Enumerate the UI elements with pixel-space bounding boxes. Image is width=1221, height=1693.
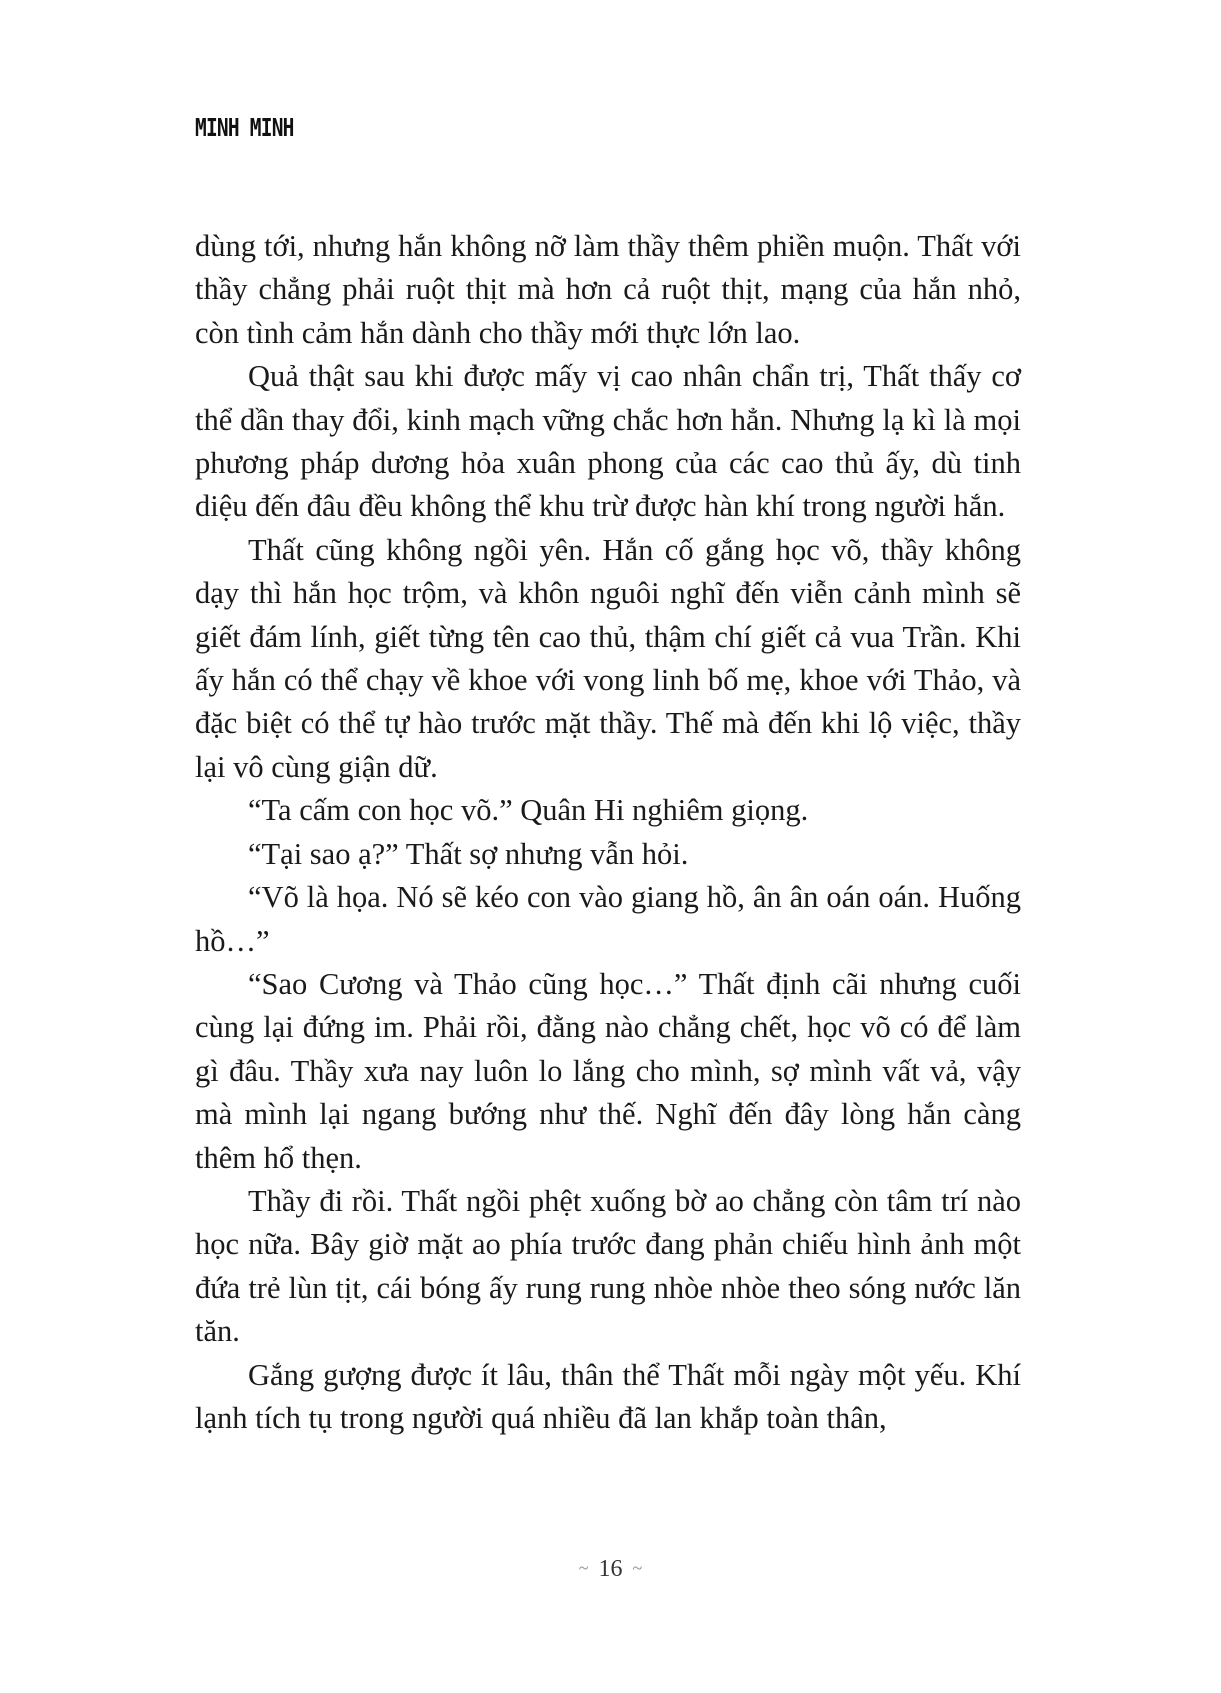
folio-left-ornament-icon: ~ (578, 1558, 589, 1578)
dialogue-paragraph: “Tại sao ạ?” Thất sợ nhưng vẫn hỏi. (248, 836, 689, 871)
dialogue-paragraph: “Sao Cương và Thảo cũng học…” Thất định cãi nhưng cuối cùng lại đứng im. Phải rồi, đằng nào chẳng chết, học võ có để làm gì đâu. Thầy xưa nay luôn lo lắng cho mình, sợ mình vất vả, vậy mà mình lại ngang bướng như thế. Nghĩ đến đây lòng hắn càng thêm hổ thẹn. (195, 966, 1021, 1175)
body-text (195, 225, 1021, 1440)
paragraph-continuation: dùng tới, nhưng hắn không nỡ làm thầy thêm phiền muộn. Thất với thầy chẳng phải ruột thịt mà hơn cả ruột thịt, mạng của hắn nhỏ, còn tình cảm hắn dành cho thầy mới thực lớn lao. (195, 229, 1021, 350)
page-number: 16 (598, 1556, 623, 1582)
running-head-author: MINH MINH (195, 113, 294, 142)
paragraph: Gắng gượng được ít lâu, thân thể Thất mỗi ngày một yếu. Khí lạnh tích tụ trong người quá nhiều đã lan khắp toàn thân, (195, 1357, 1021, 1435)
paragraph: Quả thật sau khi được mấy vị cao nhân chẩn trị, Thất thấy cơ thể dần thay đổi, kinh mạch vững chắc hơn hẳn. Nhưng lạ kì là mọi phương pháp dương hỏa xuân phong của các cao thủ ấy, dù tinh diệu đến đâu đều không thể khu trừ được hàn khí trong người hắn. (195, 359, 1021, 524)
folio-right-ornament-icon: ~ (632, 1558, 643, 1578)
paragraph: Thất cũng không ngồi yên. Hắn cố gắng học võ, thầy không dạy thì hắn học trộm, và khôn nguôi nghĩ đến viễn cảnh mình sẽ giết đám lính, giết từng tên cao thủ, thậm chí giết cả vua Trần. Khi ấy hắn có thể chạy về khoe với vong linh bố mẹ, khoe với Thảo, và đặc biệt có thể tự hào trước mặt thầy. Thế mà đến khi lộ việc, thầy lại vô cùng giận dữ. (195, 532, 1021, 784)
paragraph: Thầy đi rồi. Thất ngồi phệt xuống bờ ao chẳng còn tâm trí nào học nữa. Bây giờ mặt ao phía trước đang phản chiếu hình ảnh một đứa trẻ lùn tịt, cái bóng ấy rung rung nhòe nhòe theo sóng nước lăn tăn. (195, 1183, 1021, 1349)
dialogue-paragraph: “Ta cấm con học võ.” Quân Hi nghiêm giọng. (248, 793, 809, 828)
page-footer (0, 1556, 1221, 1583)
dialogue-paragraph: “Võ là họa. Nó sẽ kéo con vào giang hồ, ân ân oán oán. Huống hồ…” (195, 880, 1021, 958)
